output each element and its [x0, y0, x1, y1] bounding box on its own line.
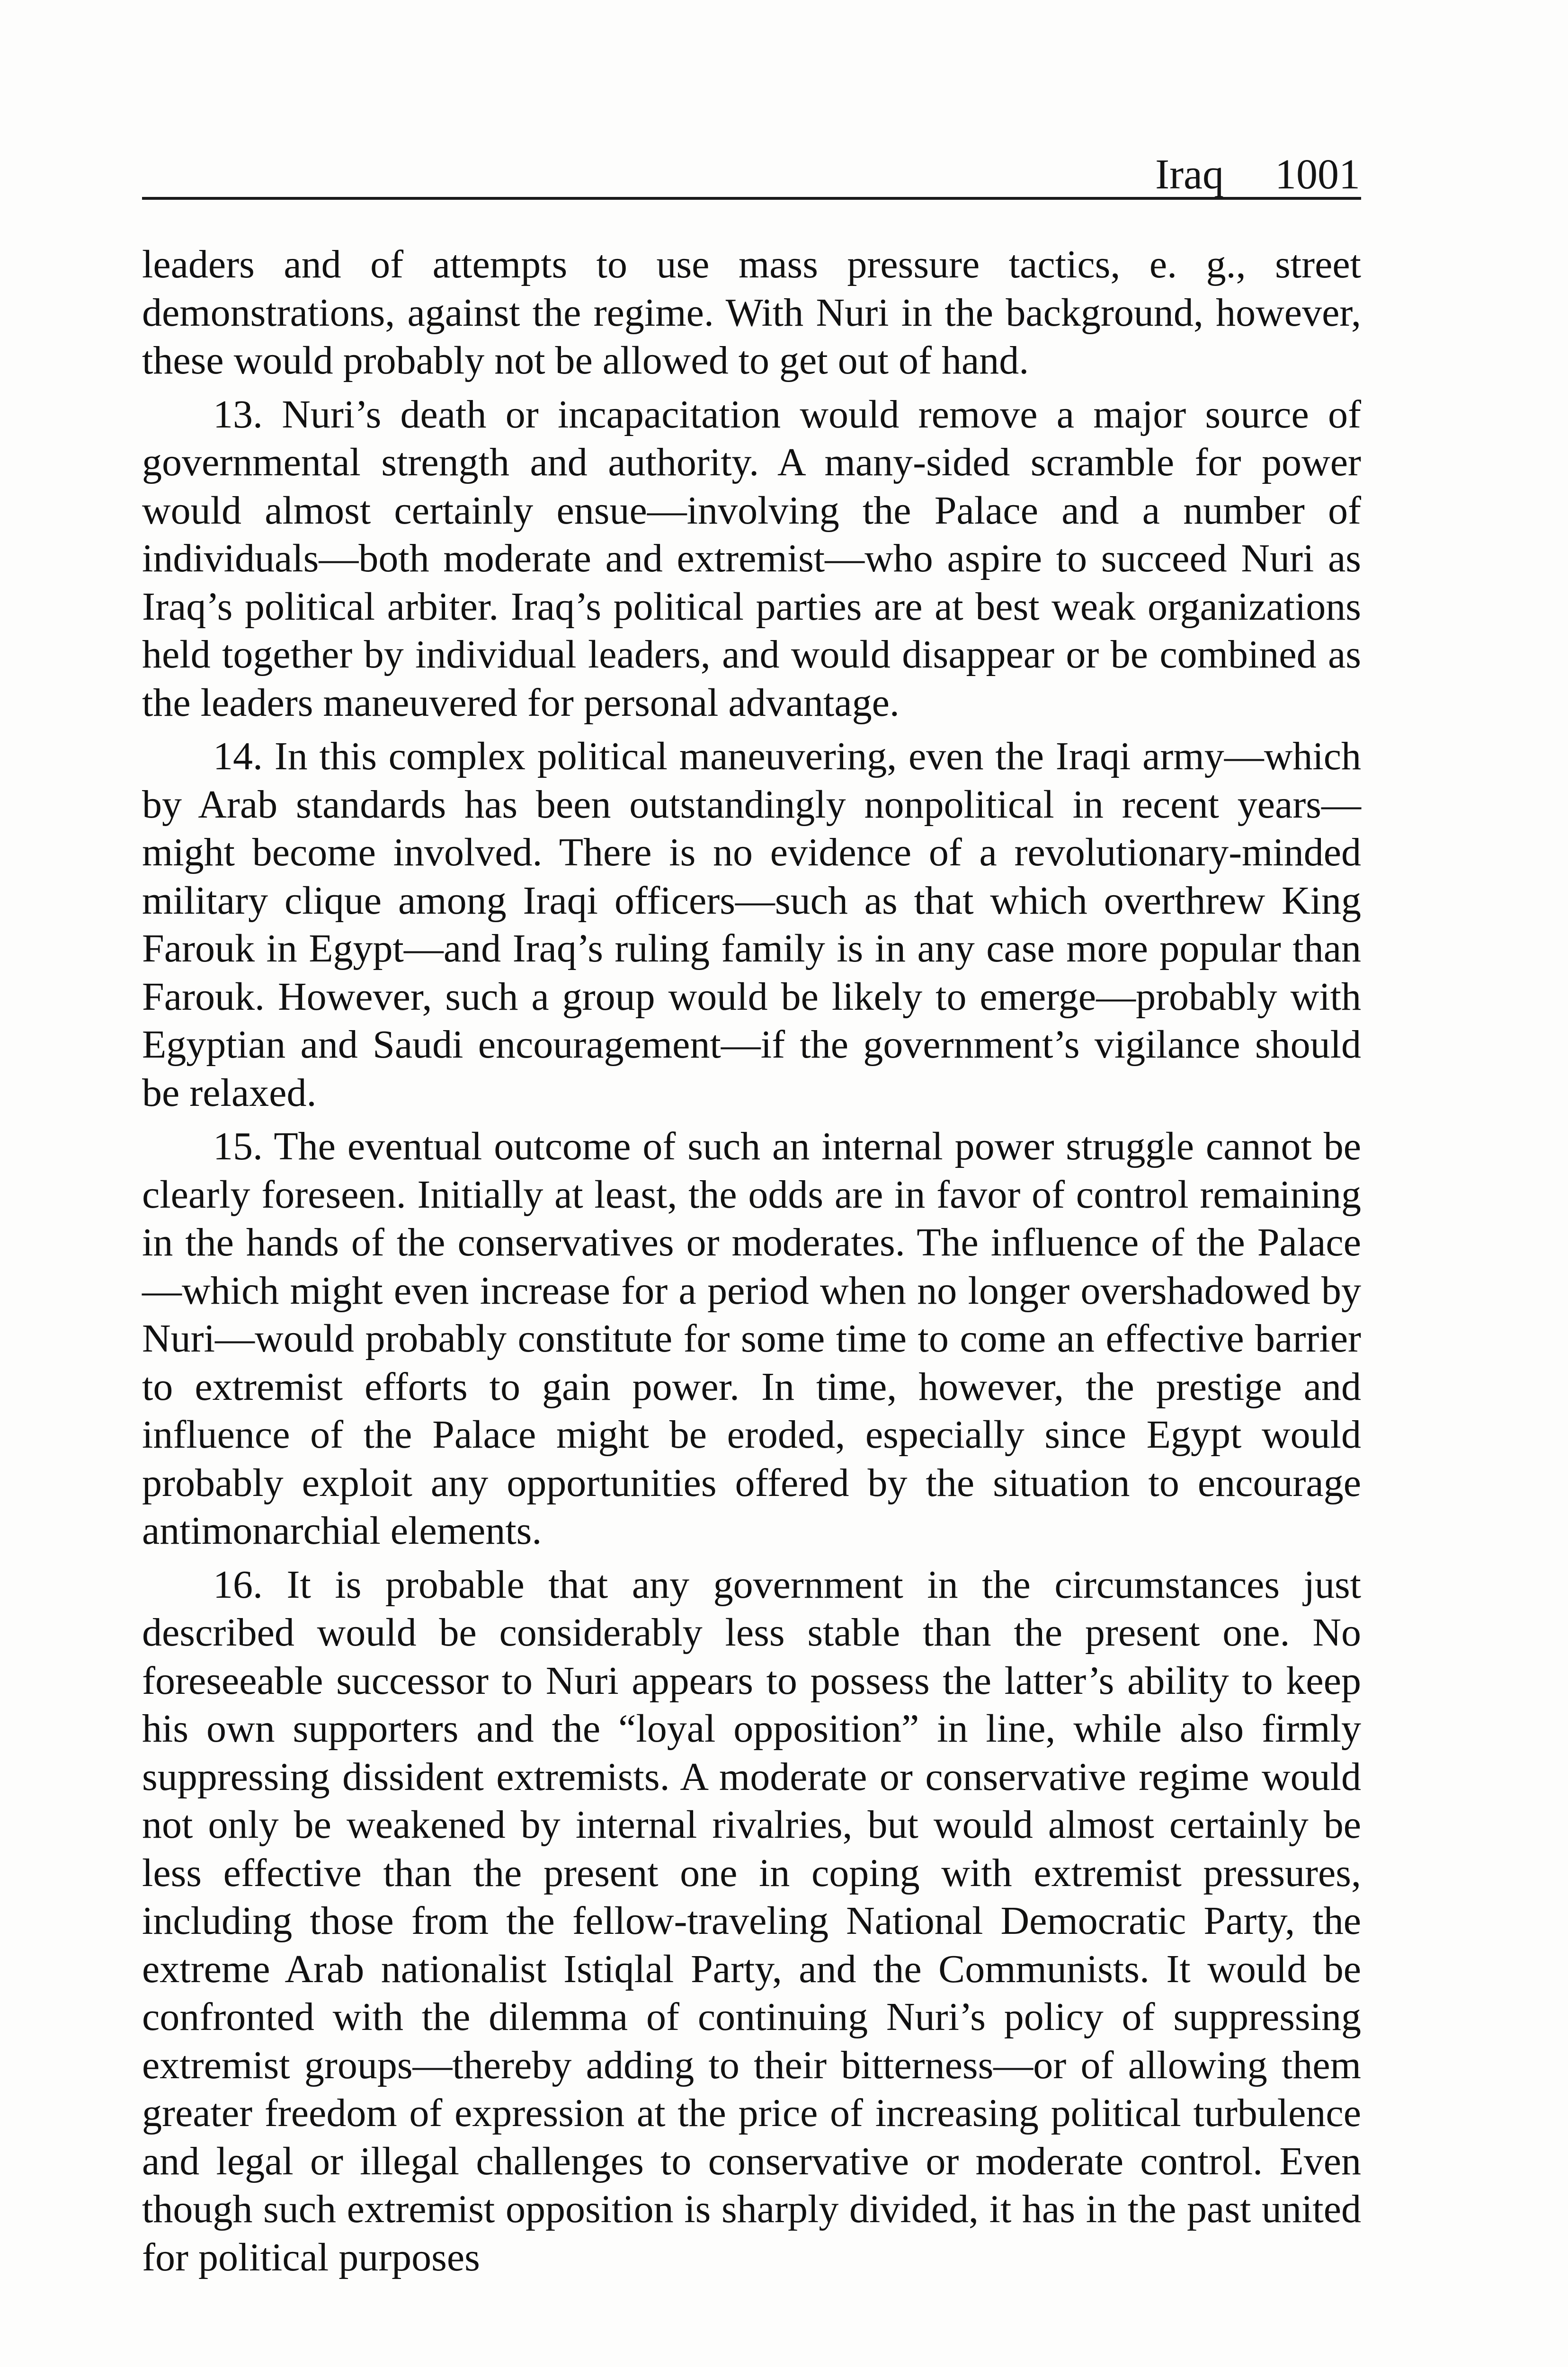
header-title: Iraq [1155, 151, 1224, 198]
paragraph-15: 15. The eventual outcome of such an internal power struggle cannot be clearly foreseen. Initially at least, the odds are in favor of control remaining in the hands of the conservatives or moderates. The influence of the Palace—which might even increase for a period when no longer overshadowed by Nuri—would probably constitute for some time to come an effective barrier to extremist efforts to gain power. In time, however, the prestige and influence of the Palace might be eroded, especially since Egypt would probably exploit any opportunities offered by the situation to encourage antimonarchial elements. [142, 1124, 1361, 1553]
paragraph-13: 13. Nuri’s death or incapacitation would remove a major source of governmental strength and authority. A many-sided scramble for power would almost certainly ensue—involving the Palace and a number of individuals—both moderate and extremist—who aspire to succeed Nuri as Iraq’s political arbiter. Iraq’s political parties are at best weak organizations held together by individual leaders, and would disappear or be combined as the leaders maneuvered for personal advantage. [142, 392, 1361, 725]
paragraph-14: 14. In this complex political maneuvering, even the Iraqi army—which by Arab standards has been outstandingly nonpolitical in recent years—might become involved. There is no evidence of a revolutionary-minded military clique among Iraqi officers—such as that which overthrew King Farouk in Egypt—and Iraq’s ruling family is in any case more popular than Farouk. However, such a group would be likely to emerge—probably with Egyptian and Saudi encouragement—if the government’s vigilance should be relaxed. [142, 734, 1361, 1115]
page-number: 1001 [1275, 151, 1360, 198]
body-text [142, 240, 1361, 2281]
paragraph-16: 16. It is probable that any government in the circumstances just described would be considerably less stable than the present one. No foreseeable successor to Nuri appears to possess the latter’s ability to keep his own supporters and the “loyal opposition” in line, while also firmly suppressing dissident extremists. A moderate or conservative regime would not only be weakened by internal rivalries, but would almost certainly be less effective than the present one in coping with extremist pressures, including those from the fellow-traveling National Democratic Party, the extreme Arab nationalist Istiqlal Party, and the Communists. It would be confronted with the dilemma of continuing Nuri’s policy of suppressing extremist groups—thereby adding to their bitterness—or of allowing them greater freedom of expression at the price of increasing political turbulence and legal or illegal challenges to conservative or moderate control. Even though such extremist opposition is sharply divided, it has in the past united for political purposes [142, 1562, 1361, 2279]
paragraph-continued: leaders and of attempts to use mass pressure tactics, e. g., street demonstrations, against the regime. With Nuri in the background, however, these would probably not be allowed to get out of hand. [142, 242, 1361, 383]
running-header [142, 142, 1361, 200]
